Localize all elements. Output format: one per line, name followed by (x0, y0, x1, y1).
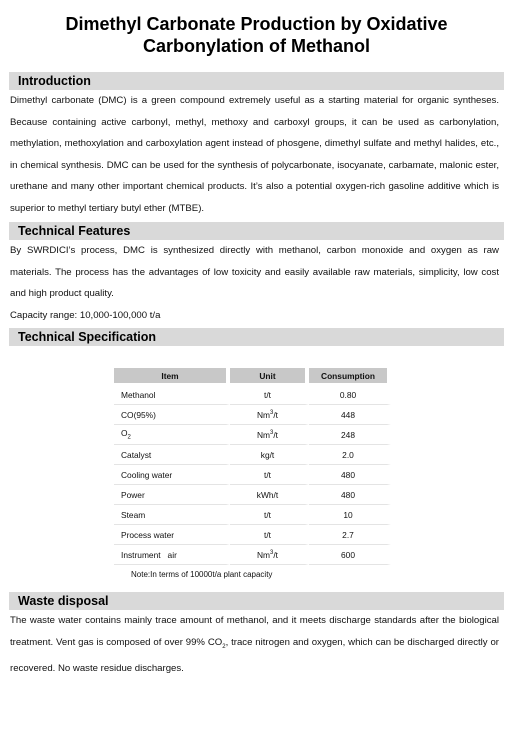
cell-consumption: 2.7 (309, 525, 391, 545)
cell-item: Process water (114, 525, 230, 545)
column-header-item: Item (114, 368, 230, 385)
technical-features-text: By SWRDICI’s process, DMC is synthesized directly with methanol, carbon monoxide and oxygen as raw materials. The process has the advantages of low toxicity and easily available raw materials, simplicity, low cost and high product quality. (10, 245, 499, 299)
cell-consumption: 480 (309, 465, 391, 485)
cell-consumption: 0.80 (309, 385, 391, 405)
cell-unit: t/t (230, 505, 309, 525)
table-row (114, 545, 391, 565)
cell-unit (230, 425, 309, 445)
cell-unit-base: Nm (256, 549, 271, 560)
table-row (114, 445, 391, 465)
cell-unit: t/t (230, 525, 309, 545)
cell-unit-superscript: 3 (270, 429, 274, 436)
cell-unit: kg/t (230, 445, 309, 465)
cell-unit-tail: /t (273, 429, 279, 440)
cell-consumption: 600 (309, 545, 391, 565)
table-row (114, 405, 391, 425)
cell-unit-base: Nm (256, 429, 271, 440)
cell-item-subscript: 2 (127, 434, 131, 441)
page-title (0, 13, 513, 57)
table-note: Note:In terms of 10000t/a plant capacity (131, 570, 273, 579)
waste-disposal-heading: Waste disposal (9, 592, 504, 610)
cell-unit-superscript: 3 (270, 409, 274, 416)
page-title-line1: Dimethyl Carbonate Production by Oxidative (65, 14, 448, 34)
cell-consumption: 248 (309, 425, 391, 445)
table-row (114, 485, 391, 505)
technical-specification-heading: Technical Specification (9, 328, 504, 346)
cell-consumption: 2.0 (309, 445, 391, 465)
cell-unit-base: Nm (256, 409, 271, 420)
cell-consumption: 10 (309, 505, 391, 525)
table-row (114, 425, 391, 445)
cell-item: Steam (114, 505, 230, 525)
cell-unit (230, 405, 309, 425)
specification-table (114, 368, 391, 565)
cell-unit: t/t (230, 385, 309, 405)
technical-features-heading: Technical Features (9, 222, 504, 240)
waste-text-part1: The waste water contains mainly trace amount of methanol, and it meets discharge standards after the biological treatment. Vent gas is composed of over 99% CO (10, 615, 499, 648)
cell-item: Methanol (114, 385, 230, 405)
capacity-range: Capacity range: 10,000-100,000 t/a (10, 309, 161, 321)
introduction-text: Dimethyl carbonate (DMC) is a green compound extremely useful as a starting material for organic syntheses. Because containing active carbonyl, methyl, methoxy and carboxyl groups, it can be used as carbonylation, methylation, methoxylation and carboxylation agent instead of phosgene, dimethyl sulfate and methyl halides, etc., in chemical synthesis. DMC can be used for the synthesis of polycarbonate, isocyanate, carbamate, malonic ester, urethane and many other important chemical products. It’s also a potential oxygen-rich gasoline additive which is superior to methyl tertiary butyl ether (MTBE). (10, 95, 499, 214)
column-header-consumption: Consumption (309, 368, 391, 385)
cell-item: Instrument air (114, 545, 230, 565)
table-row (114, 385, 391, 405)
cell-item: Cooling water (114, 465, 230, 485)
cell-unit-superscript: 3 (270, 549, 274, 556)
cell-unit-tail: /t (273, 409, 279, 420)
table-header-row (114, 368, 391, 385)
cell-unit (230, 545, 309, 565)
cell-item (114, 425, 230, 445)
cell-item: CO(95%) (114, 405, 230, 425)
waste-text-subscript: 2 (222, 643, 226, 650)
waste-text-part2: , trace nitrogen and oxygen, which can be discharged directly or recovered. No waste residue discharges. (10, 636, 500, 674)
table-row (114, 505, 391, 525)
introduction-heading: Introduction (9, 72, 504, 90)
table-body (114, 385, 391, 565)
cell-unit: t/t (230, 465, 309, 485)
cell-unit-tail: /t (273, 549, 279, 560)
page-title-line2: Carbonylation of Methanol (143, 36, 370, 56)
cell-consumption: 448 (309, 405, 391, 425)
table-row (114, 525, 391, 545)
cell-consumption: 480 (309, 485, 391, 505)
cell-item-base: O (121, 428, 128, 439)
waste-disposal-text (0, 610, 513, 679)
cell-unit: kWh/t (230, 485, 309, 505)
table-row (114, 465, 391, 485)
column-header-unit: Unit (230, 368, 309, 385)
document-page (0, 13, 513, 679)
cell-item: Power (114, 485, 230, 505)
cell-item: Catalyst (114, 445, 230, 465)
